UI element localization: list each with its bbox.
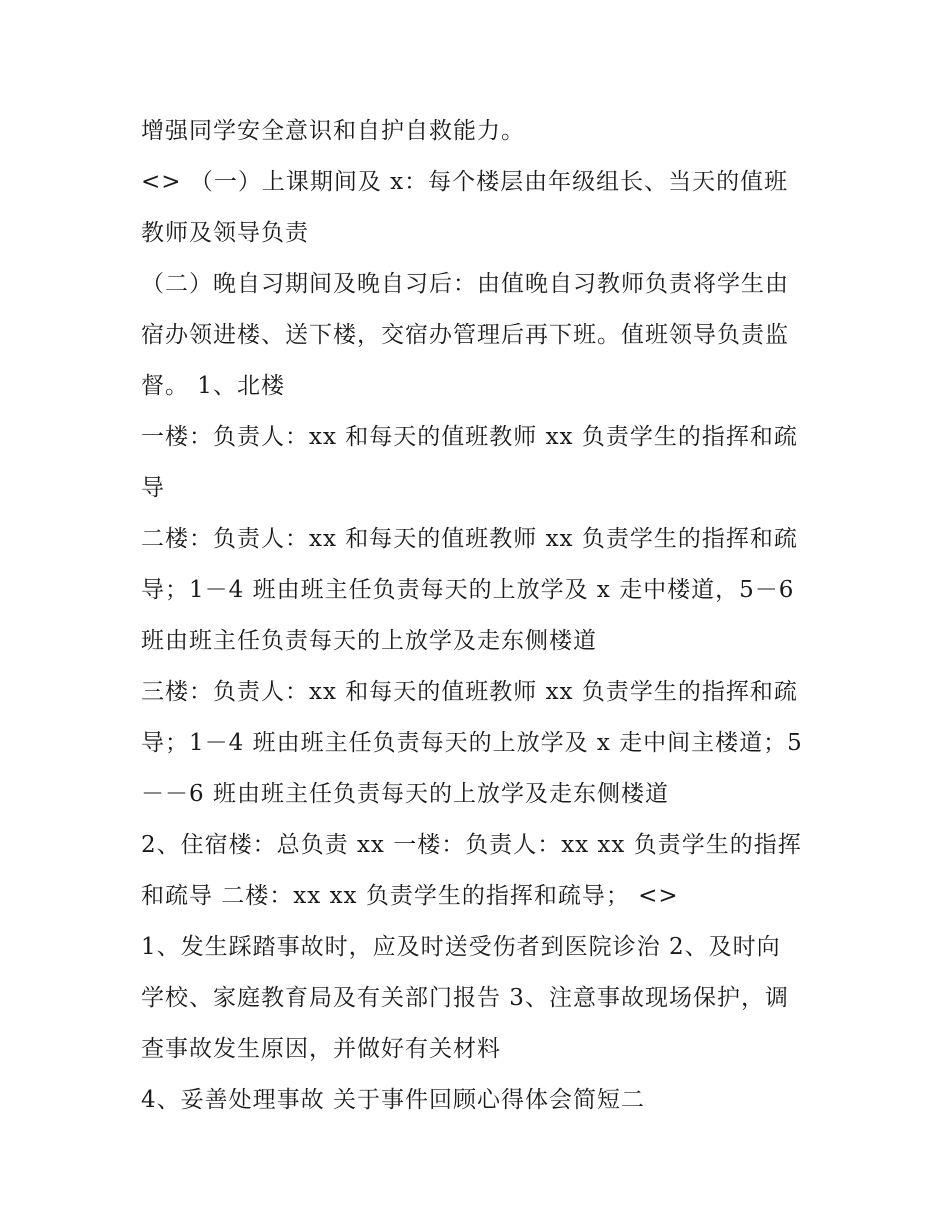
text-line: 一楼：负责人：xx 和每天的值班教师 xx 负责学生的指挥和疏 xyxy=(141,424,798,450)
text-line: 2、住宿楼：总负责 xx 一楼：负责人：xx xx 负责学生的指挥 xyxy=(141,832,802,858)
text-line: －－6 班由班主任负责每天的上放学及走东侧楼道 xyxy=(141,781,669,807)
text-line: 和疏导 二楼：xx xx 负责学生的指挥和疏导； <> xyxy=(141,883,679,909)
text-line: 二楼：负责人：xx 和每天的值班教师 xx 负责学生的指挥和疏 xyxy=(141,526,798,552)
text-line: 三楼：负责人：xx 和每天的值班教师 xx 负责学生的指挥和疏 xyxy=(141,679,798,705)
text-line: 4、妥善处理事故 关于事件回顾心得体会简短二 xyxy=(141,1087,645,1113)
text-line: <> （一）上课期间及 x：每个楼层由年级组长、当天的值班 xyxy=(141,169,789,195)
text-line: （二）晚自习期间及晚自习后：由值晚自习教师负责将学生由 xyxy=(141,271,789,297)
text-line: 1、发生踩踏事故时，应及时送受伤者到医院诊治 2、及时向 xyxy=(141,934,781,960)
text-line: 宿办领进楼、送下楼，交宿办管理后再下班。值班领导负责监 xyxy=(141,322,789,348)
text-line: 班由班主任负责每天的上放学及走东侧楼道 xyxy=(141,628,597,654)
text-line: 导；1－4 班由班主任负责每天的上放学及 x 走中楼道，5－6 xyxy=(141,577,795,603)
text-line: 督。 1、北楼 xyxy=(141,373,285,399)
text-line: 学校、家庭教育局及有关部门报告 3、注意事故现场保护，调 xyxy=(141,985,789,1011)
text-line: 增强同学安全意识和自护自救能力。 xyxy=(141,118,525,144)
document-body xyxy=(141,106,821,1126)
text-line: 教师及领导负责 xyxy=(141,220,309,246)
text-line: 导 xyxy=(141,475,165,501)
text-line: 导；1－4 班由班主任负责每天的上放学及 x 走中间主楼道；5 xyxy=(141,730,803,756)
text-line: 查事故发生原因，并做好有关材料 xyxy=(141,1036,501,1062)
